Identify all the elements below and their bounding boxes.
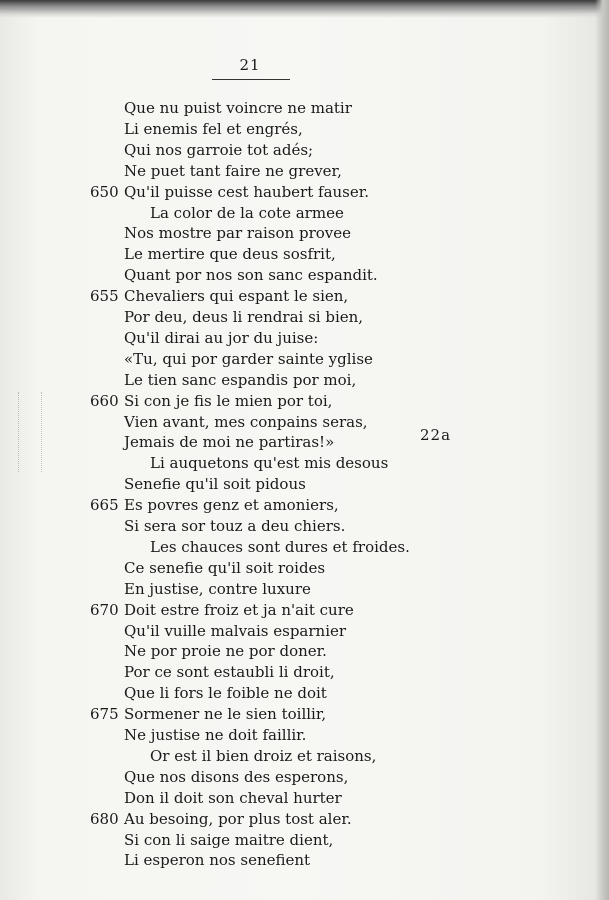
verse-text: Si sera sor touz a deu chiers. [124,517,346,535]
verse-text: Ne justise ne doit faillir. [124,726,307,744]
verse-line [0,809,609,829]
verse-text: Don il doit son cheval hurter [124,788,342,807]
verse-text: Si con je fis le mien por toi, [124,391,333,410]
verse-number: 680 [90,809,119,828]
verse-line [0,474,609,494]
verse-number: 660 [90,391,119,410]
verse-line [0,725,609,745]
verse-line [0,286,609,306]
verse-text: Les chauces sont dures et froides. [150,537,410,556]
verse-line [0,683,609,703]
verse-text: Por ce sont estaubli li droit, [124,663,335,682]
margin-folio-note: 22a [420,426,452,444]
verse-text: Qui nos garroie tot adés; [124,140,314,159]
verse-line [0,516,609,536]
verse-number: 670 [90,600,119,619]
verse-line [0,412,609,432]
verse-number: 675 [90,705,119,724]
verse-text: Sormener ne le sien toillir, [124,705,327,724]
verse-text: Que li fors le foible ne doit [124,684,327,703]
verse-line [0,830,609,850]
verse-text: Or est il bien droiz et raisons, [150,746,377,765]
verse-text: Li enemis fel et engrés, [124,119,303,138]
verse-line [0,182,609,202]
scan-top-shadow [0,0,609,18]
verse-line [0,119,609,139]
verse-line [0,349,609,369]
verse-text: La color de la cote armee [150,203,344,222]
verse-text: En justise, contre luxure [124,579,311,598]
verse-text: Que nos disons des esperons, [124,767,349,786]
verse-text: Doit estre froiz et ja n'ait cure [124,600,354,619]
verse-text: «Tu, qui por garder sainte yglise [124,349,373,368]
verse-text: Ne por proie ne por doner. [124,642,327,661]
verse-line [0,453,609,473]
verse-line [0,307,609,327]
page-number-rule [212,79,290,80]
verse-line [0,432,609,452]
verse-line [0,537,609,557]
verse-number: 650 [90,182,119,201]
verse-line [0,621,609,641]
verse-line [0,495,609,515]
verse-line [0,265,609,285]
verse-number: 665 [90,496,119,515]
verse-text: Vien avant, mes conpains seras, [124,412,368,431]
verse-text: Ce senefie qu'il soit roides [124,558,326,577]
verse-line [0,662,609,682]
verse-line [0,391,609,411]
verse-line [0,704,609,724]
verse-text: Por deu, deus li rendrai si bien, [124,308,364,326]
verse-text: Nos mostre par raison provee [124,224,351,243]
verse-line [0,328,609,348]
verse-line [0,161,609,181]
verse-text: Le mertire que deus sosfrit, [124,245,336,264]
verse-text: Jemais de moi ne partiras!» [124,433,335,452]
verse-line [0,244,609,264]
verse-text: Ne puet tant faire ne grever, [124,161,342,180]
verse-line [0,579,609,599]
verse-line [0,558,609,578]
verse-line [0,788,609,808]
verse-text: Si con li saige maitre dient, [124,830,334,849]
page-number: 21 [239,56,261,74]
verse-line [0,850,609,870]
verse-line [0,600,609,620]
verse-line [0,767,609,787]
verse-line [0,223,609,243]
verse-line [0,746,609,766]
verse-text: Au besoing, por plus tost aler. [124,809,352,828]
verse-number: 655 [90,287,119,306]
verse-text: Senefie qu'il soit pidous [124,475,306,494]
verse-text: Le tien sanc espandis por moi, [124,370,357,389]
verse-text: Li auquetons qu'est mis desous [150,454,389,473]
verse-line [0,98,609,118]
verse-line [0,140,609,160]
verse-text: Quant por nos son sanc espandit. [124,266,378,285]
verse-text: Que nu puist voincre ne matir [124,99,352,117]
verse-line [0,641,609,661]
verse-line [0,370,609,390]
verse-text: Qu'il dirai au jor du juise: [124,328,319,347]
verse-text: Es povres genz et amoniers, [124,496,339,515]
verse-text: Li esperon nos senefient [124,851,311,870]
verse-line [0,203,609,223]
verse-text: Chevaliers qui espant le sien, [124,287,349,306]
verse-text: Qu'il vuille malvais esparnier [124,621,347,640]
verse-text: Qu'il puisse cest haubert fauser. [124,182,370,201]
